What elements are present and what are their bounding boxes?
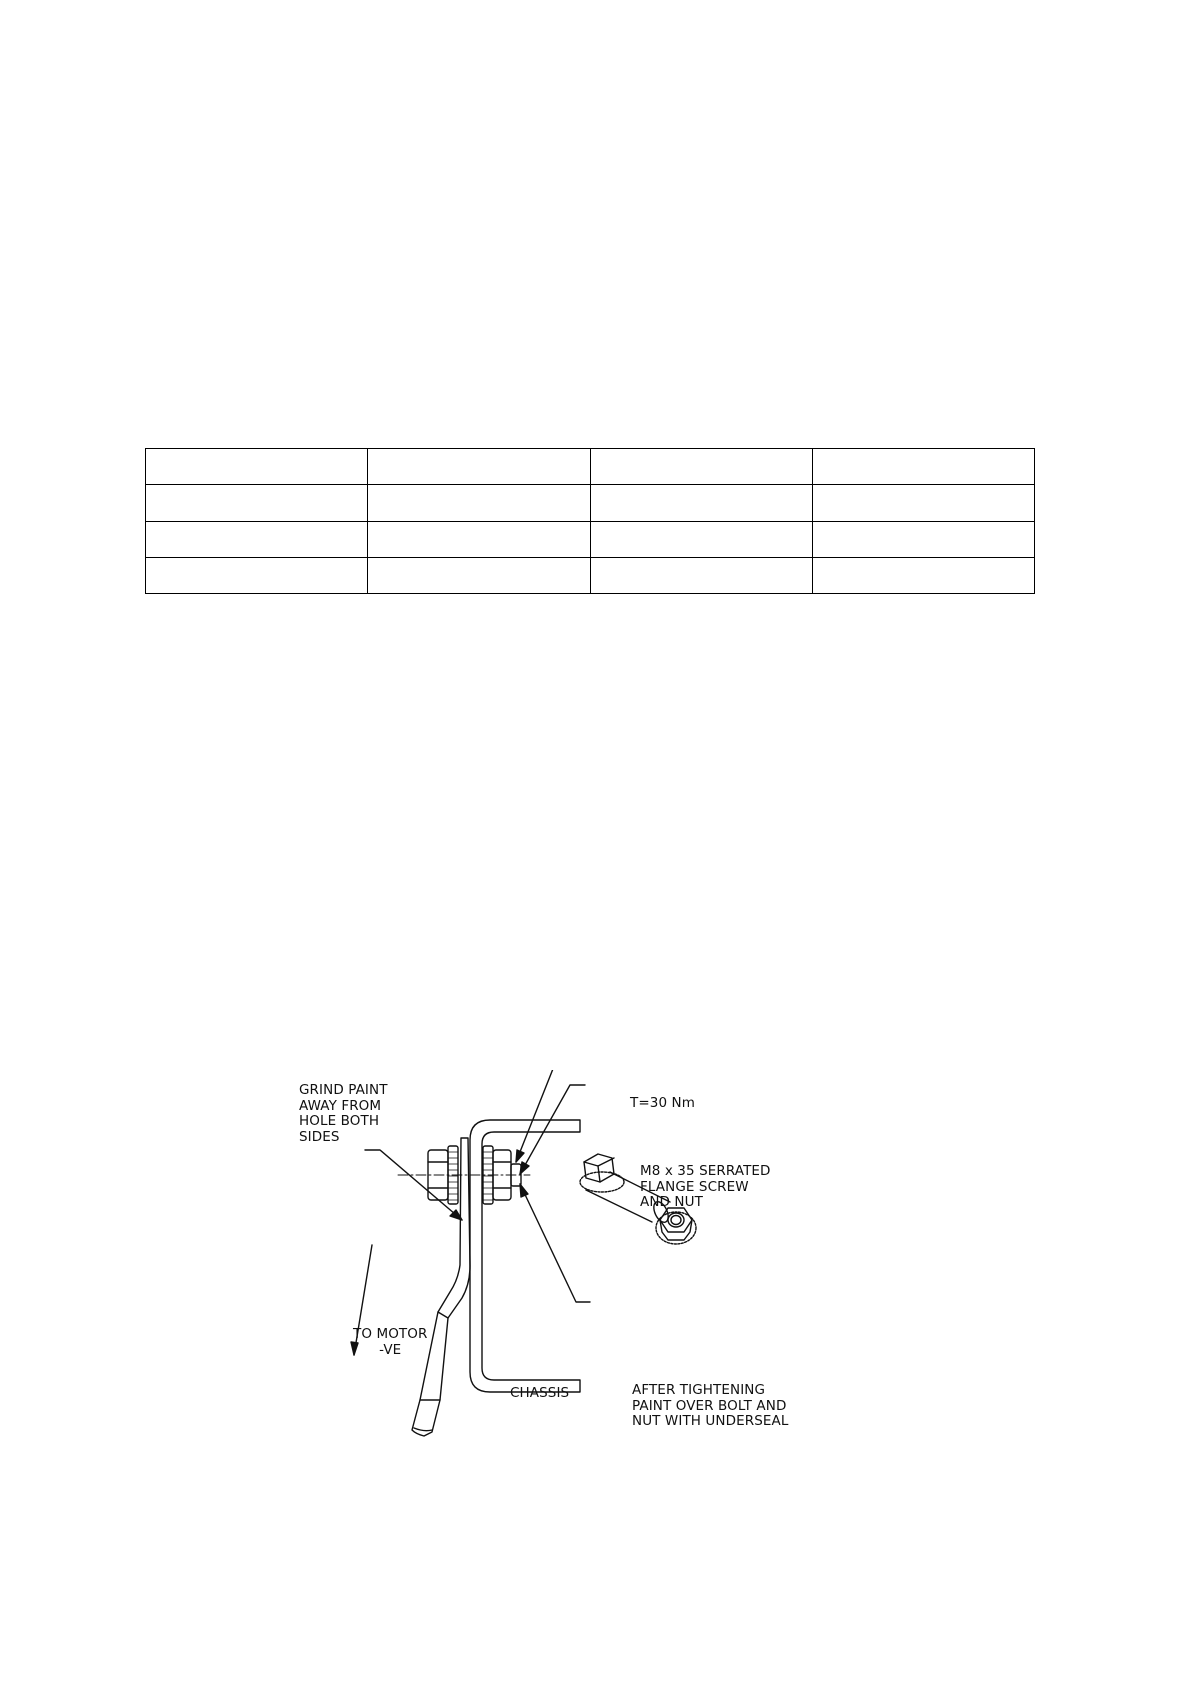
- table-cell: [590, 557, 812, 593]
- cable-lug: [438, 1138, 470, 1318]
- underseal-leader: [520, 1184, 590, 1302]
- chassis-label: CHASSIS: [510, 1385, 570, 1401]
- after-tightening-note: AFTER TIGHTENING PAINT OVER BOLT AND NUT WITH UNDERSEAL: [632, 1382, 789, 1429]
- table-row: [146, 449, 1035, 485]
- table-cell: [812, 521, 1034, 557]
- empty-table: [145, 448, 1035, 594]
- torque-leader: [516, 1070, 580, 1162]
- to-motor-note: TO MOTOR -VE: [353, 1326, 428, 1358]
- table-row: [146, 557, 1035, 593]
- table-cell: [368, 449, 590, 485]
- table-cell: [368, 485, 590, 521]
- table-cell: [812, 449, 1034, 485]
- table-cell: [146, 557, 368, 593]
- screw-spec-note: M8 x 35 SERRATED FLANGE SCREW AND NUT: [640, 1163, 771, 1210]
- table-row: [146, 521, 1035, 557]
- torque-note: T=30 Nm: [630, 1095, 695, 1111]
- table-cell: [590, 449, 812, 485]
- screw-leader: [520, 1085, 585, 1174]
- table-cell: [146, 449, 368, 485]
- table-cell: [812, 557, 1034, 593]
- table-cell: [812, 485, 1034, 521]
- table-cell: [146, 521, 368, 557]
- chassis-channel: [470, 1120, 580, 1392]
- table-row: [146, 485, 1035, 521]
- serrated-flange-nut: [656, 1208, 696, 1244]
- table-cell: [590, 485, 812, 521]
- grind-paint-note: GRIND PAINT AWAY FROM HOLE BOTH SIDES: [299, 1082, 388, 1145]
- table-cell: [590, 521, 812, 557]
- table-cell: [368, 521, 590, 557]
- table-cell: [146, 485, 368, 521]
- table-cell: [368, 557, 590, 593]
